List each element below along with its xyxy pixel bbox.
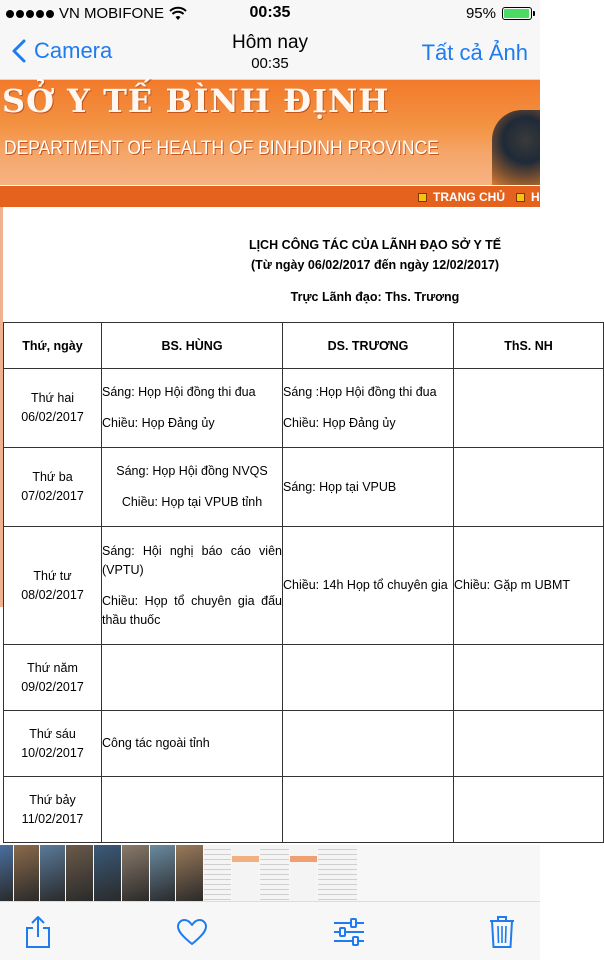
schedule-cell — [454, 369, 604, 448]
photo-thumbnail[interactable] — [0, 845, 14, 901]
carrier-label: VN MOBIFONE — [59, 5, 165, 22]
battery-area — [466, 5, 532, 22]
photo-thumbnail[interactable] — [176, 845, 204, 901]
photo-thumbnail[interactable] — [94, 845, 122, 901]
table-row — [4, 448, 604, 527]
photo-thumbnail[interactable] — [260, 845, 290, 901]
banner-title: SỞ Y TẾ BÌNH ĐỊNH — [2, 82, 390, 120]
heart-icon — [176, 918, 208, 946]
menu-item-home: TRANG CHỦ — [418, 190, 505, 204]
banner-subtitle: DEPARTMENT OF HEALTH OF BINHDINH PROVINCE — [4, 138, 439, 159]
table-row — [4, 711, 604, 777]
photo-thumbnail[interactable] — [14, 845, 40, 901]
photo-thumbnail[interactable] — [40, 845, 66, 901]
delete-button[interactable] — [484, 914, 520, 950]
banner-photo — [492, 110, 540, 185]
schedule-cell: Sáng: Họp tại VPUB — [283, 448, 454, 527]
photo-thumbnail[interactable] — [290, 845, 318, 901]
day-cell: Thứ hai 06/02/2017 — [4, 369, 102, 448]
favorite-button[interactable] — [174, 914, 210, 950]
schedule-cell — [454, 448, 604, 527]
doc-duty-leader: Trực Lãnh đạo: Ths. Trương — [290, 290, 460, 304]
menu-item-next: H — [516, 190, 540, 204]
nav-bar — [0, 28, 540, 80]
table-row — [4, 527, 604, 645]
status-time: 00:35 — [249, 4, 291, 21]
photo-thumbnail[interactable] — [318, 845, 358, 901]
header-col2: DS. TRƯƠNG — [283, 323, 454, 369]
schedule-cell: Sáng: Hội nghị báo cáo viên (VPTU) Chiều: Họp tổ chuyên gia đấu thầu thuốc — [102, 527, 283, 645]
schedule-cell: Công tác ngoài tỉnh — [102, 711, 283, 777]
header-day: Thứ, ngày — [4, 323, 102, 369]
share-icon — [24, 915, 52, 949]
header-col1: BS. HÙNG — [102, 323, 283, 369]
schedule-cell — [102, 645, 283, 711]
website-banner — [0, 80, 540, 185]
photo-thumbnail[interactable] — [204, 845, 232, 901]
sliders-icon — [332, 917, 366, 947]
table-header-row — [4, 323, 604, 369]
schedule-cell: Sáng: Họp Hội đồng NVQS Chiều: Họp tại VPUB tỉnh — [102, 448, 283, 527]
battery-percent: 95% — [465, 5, 496, 22]
bottom-toolbar — [0, 901, 540, 960]
thumbnail-strip[interactable] — [0, 845, 540, 901]
schedule-cell — [283, 777, 454, 843]
back-label: Camera — [34, 38, 113, 63]
photo-view[interactable] — [0, 80, 571, 845]
website-menu — [0, 185, 540, 207]
day-cell: Thứ sáu 10/02/2017 — [4, 711, 102, 777]
schedule-table — [3, 322, 604, 843]
trash-icon — [488, 915, 516, 949]
photo-thumbnail[interactable] — [150, 845, 176, 901]
schedule-cell — [283, 711, 454, 777]
nav-title-text: Hôm nay — [231, 32, 309, 53]
schedule-cell — [283, 645, 454, 711]
doc-date-range: (Từ ngày 06/02/2017 đến ngày 12/02/2017) — [250, 258, 500, 272]
schedule-cell — [102, 777, 283, 843]
all-photos-button[interactable]: Tất cả Ảnh — [421, 40, 528, 65]
edit-button[interactable] — [331, 914, 367, 950]
nav-subtitle-text: 00:35 — [251, 55, 289, 72]
table-row — [4, 369, 604, 448]
schedule-cell: Chiều: 14h Họp tổ chuyên gia — [283, 527, 454, 645]
photo-thumbnail[interactable] — [122, 845, 150, 901]
table-row — [4, 645, 604, 711]
schedule-cell — [454, 645, 604, 711]
battery-icon — [502, 7, 532, 20]
photo-thumbnail[interactable] — [66, 845, 94, 901]
schedule-cell: Sáng: Họp Hội đồng thi đua Chiều: Họp Đảng ủy — [102, 369, 283, 448]
bullet-icon — [516, 193, 525, 202]
day-cell: Thứ năm 09/02/2017 — [4, 645, 102, 711]
day-cell: Thứ bảy 11/02/2017 — [4, 777, 102, 843]
doc-title: LỊCH CÔNG TÁC CỦA LÃNH ĐẠO SỞ Y TẾ — [248, 238, 502, 252]
schedule-cell: Sáng :Họp Hội đồng thi đua Chiều: Họp Đảng ủy — [283, 369, 454, 448]
schedule-cell: Chiều: Gặp m UBMT — [454, 527, 604, 645]
schedule-cell — [454, 711, 604, 777]
status-bar — [0, 0, 540, 28]
table-row — [4, 777, 604, 843]
header-col3: ThS. NH — [454, 323, 604, 369]
day-cell: Thứ ba 07/02/2017 — [4, 448, 102, 527]
schedule-cell — [454, 777, 604, 843]
day-cell: Thứ tư 08/02/2017 — [4, 527, 102, 645]
share-button[interactable] — [20, 914, 56, 950]
bullet-icon — [418, 193, 427, 202]
photo-thumbnail[interactable] — [232, 845, 260, 901]
